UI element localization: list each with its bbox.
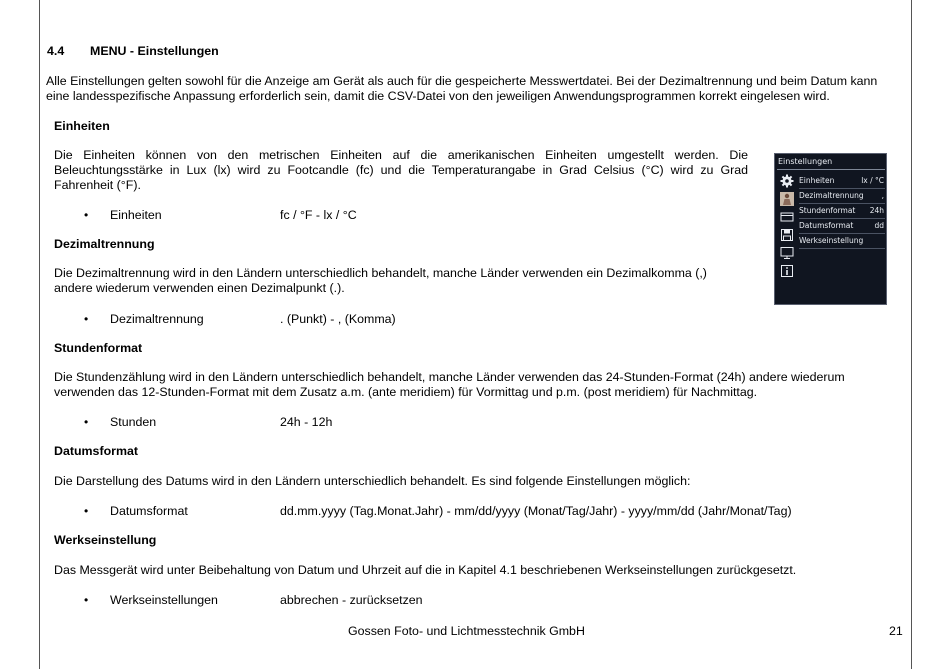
intro-line-2: eine landesspezifische Anpassung erforderlich sein, damit die CSV-Datei von den jeweiligen Anwendungsprogrammen korrekt eingelesen wird. bbox=[46, 89, 830, 103]
device-row-label: Dezimaltrennung bbox=[799, 191, 864, 200]
dezimal-line-2: andere wiederum verwenden einen Dezimalpunkt (.). bbox=[54, 281, 345, 295]
heading-datumsformat: Datumsformat bbox=[54, 444, 138, 458]
bullet-einheiten: • bbox=[84, 208, 89, 222]
bullet-werk: • bbox=[84, 593, 89, 607]
device-row-value: dd bbox=[874, 221, 884, 230]
heading-werkseinstellung: Werkseinstellung bbox=[54, 533, 157, 547]
einheiten-bullet-value: fc / °F - lx / °C bbox=[280, 208, 357, 222]
device-row-divider bbox=[799, 248, 885, 249]
monitor-icon bbox=[780, 246, 794, 260]
einheiten-text: Die Einheiten können von den metrischen Einheiten auf die amerikanischen Einheiten umgestellt werden. Die Beleuchtungsstärke in Lux (lx) wird zu Footcandle (fc) und die Temperaturangabe in Grad Celsius (°C) wird zu Grad Fahrenheit (°F). bbox=[54, 148, 748, 192]
heading-einheiten: Einheiten bbox=[54, 119, 110, 133]
intro-line-1: Alle Einstellungen gelten sowohl für die Anzeige am Gerät als auch für die gespeicherte Messwertdatei. Bei der Dezimaltrennung und beim Datum kann bbox=[46, 74, 878, 88]
stunden-line-2: verwenden das 12-Stunden-Format mit dem Zusatz a.m. (ante meridiem) für Vormittag und p.m. (post meridiem) für Nachmittag. bbox=[54, 385, 758, 399]
datum-bullet-label: Datumsformat bbox=[110, 504, 188, 518]
device-row-datumsformat bbox=[799, 219, 885, 232]
dezimal-bullet-value: . (Punkt) - , (Komma) bbox=[280, 312, 396, 326]
device-settings-screen bbox=[774, 153, 887, 305]
device-screen-title: Einstellungen bbox=[778, 157, 833, 166]
werk-bullet-label: Werkseinstellungen bbox=[110, 593, 218, 607]
device-row-label: Werkseinstellung bbox=[799, 236, 864, 245]
device-row-werkseinstellung bbox=[799, 234, 885, 247]
datum-line-1: Die Darstellung des Datums wird in den Ländern unterschiedlich behandelt. Es sind folgende Einstellungen möglich: bbox=[54, 474, 691, 488]
stunden-bullet-value: 24h - 12h bbox=[280, 415, 333, 429]
datum-bullet-value: dd.mm.yyyy (Tag.Monat.Jahr) - mm/dd/yyyy (Monat/Tag/Jahr) - yyyy/mm/dd (Jahr/Monat/Tag) bbox=[280, 504, 792, 518]
device-row-dezimaltrennung bbox=[799, 189, 885, 202]
heading-stundenformat: Stundenformat bbox=[54, 341, 143, 355]
heading-dezimaltrennung: Dezimaltrennung bbox=[54, 237, 155, 251]
device-row-label: Einheiten bbox=[799, 176, 835, 185]
dezimal-line-1: Die Dezimaltrennung wird in den Ländern unterschiedlich behandelt, manche Länder verwenden ein Dezimalkomma (,) bbox=[54, 266, 707, 280]
bullet-dezimal: • bbox=[84, 312, 89, 326]
info-icon bbox=[780, 264, 794, 278]
device-icon-column bbox=[777, 172, 797, 302]
einheiten-bullet-label: Einheiten bbox=[110, 208, 162, 222]
section-number: 4.4 bbox=[47, 44, 65, 58]
footer-company: Gossen Foto- und Lichtmesstechnik GmbH bbox=[348, 624, 585, 638]
device-row-value: , bbox=[881, 191, 884, 200]
device-title-divider bbox=[777, 169, 885, 170]
person-icon bbox=[780, 192, 794, 206]
card-icon bbox=[780, 210, 794, 224]
page-number: 21 bbox=[889, 624, 903, 638]
device-row-stundenformat bbox=[799, 204, 885, 217]
dezimal-bullet-label: Dezimaltrennung bbox=[110, 312, 204, 326]
device-row-value: lx / °C bbox=[861, 176, 884, 185]
gear-icon bbox=[780, 174, 794, 188]
save-icon bbox=[780, 228, 794, 242]
werk-line-1: Das Messgerät wird unter Beibehaltung von Datum und Uhrzeit auf die in Kapitel 4.1 beschriebenen Werkseinstellungen zurückgesetzt. bbox=[54, 563, 797, 577]
section-title: MENU - Einstellungen bbox=[90, 44, 219, 58]
device-row-label: Datumsformat bbox=[799, 221, 854, 230]
device-row-label: Stundenformat bbox=[799, 206, 856, 215]
bullet-stunden: • bbox=[84, 415, 89, 429]
device-row-value: 24h bbox=[869, 206, 884, 215]
werk-bullet-value: abbrechen - zurücksetzen bbox=[280, 593, 423, 607]
stunden-bullet-label: Stunden bbox=[110, 415, 157, 429]
device-row-einheiten bbox=[799, 174, 885, 187]
bullet-datum: • bbox=[84, 504, 89, 518]
stunden-line-1: Die Stundenzählung wird in den Ländern unterschiedlich behandelt, manche Länder verwenden das 24-Stunden-Format (24h) andere wiederum bbox=[54, 370, 845, 384]
